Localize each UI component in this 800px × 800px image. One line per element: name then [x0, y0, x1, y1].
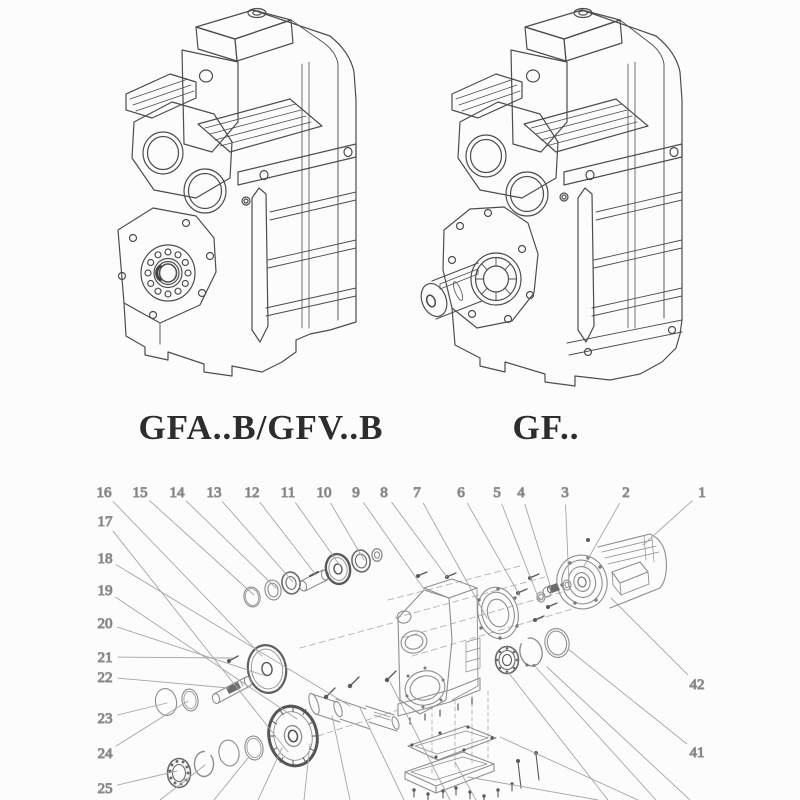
third-stage-assembly [168, 702, 323, 788]
oil-pan-cover [405, 752, 494, 793]
callout-14: 14 [169, 485, 185, 501]
leader-line-20 [117, 627, 266, 676]
callout-6: 6 [457, 485, 465, 501]
side-rib-bands [592, 192, 682, 316]
leader-line-22 [118, 678, 229, 688]
callout-10: 10 [316, 485, 332, 501]
leader-line-24 [116, 701, 188, 746]
input-flange-ring [472, 583, 523, 643]
model-label-right: GF.. [512, 408, 580, 447]
second-stage-assembly [153, 642, 290, 717]
callout-15: 15 [132, 485, 148, 501]
callout-5: 5 [493, 485, 501, 501]
model-label-left: GFA..B/GFV..B [138, 408, 384, 447]
upper-bore-boss [458, 102, 558, 216]
callout-13: 13 [206, 485, 222, 501]
callout-3: 3 [561, 485, 569, 501]
callout-4: 4 [517, 485, 525, 501]
callout-2: 2 [622, 485, 630, 501]
top-plate [525, 10, 622, 61]
mid-slope-fins [198, 99, 322, 152]
callout-7: 7 [413, 485, 421, 501]
callout-17: 17 [97, 514, 113, 530]
exploded-parts-diagram [97, 485, 706, 800]
cutoff-leader-2 [214, 758, 248, 800]
callout-16: 16 [96, 485, 112, 501]
cutoff-leader-13 [547, 667, 690, 800]
callout-42: 42 [689, 677, 705, 693]
leader-line-5 [502, 504, 540, 602]
output-shaft [417, 263, 482, 320]
cutoff-leader-1 [160, 765, 205, 800]
output-bearing-plate [443, 207, 538, 328]
leader-line-42 [611, 598, 688, 675]
input-bearing [496, 647, 519, 674]
callout-12: 12 [244, 485, 260, 501]
leader-line-8 [392, 502, 447, 577]
leader-line-21 [118, 657, 233, 658]
upper-bore-boss [132, 102, 250, 213]
callout-20: 20 [97, 616, 113, 632]
terminal-box [612, 562, 649, 595]
leader-line-23 [118, 703, 167, 715]
pan-bolts [412, 751, 539, 800]
side-rib-bands [266, 192, 356, 316]
leader-line-1 [643, 501, 692, 545]
cutoff-leader-12 [533, 664, 656, 800]
leader-line-10 [331, 503, 364, 560]
housing-flange-studs [410, 698, 472, 724]
callout-24: 24 [97, 746, 113, 762]
front-pillar-rib [560, 188, 594, 342]
base-feet [124, 303, 356, 376]
left-wing-fins [126, 74, 196, 118]
leader-line-15 [150, 501, 254, 595]
cutoff-leader-10 [468, 777, 598, 800]
cutoff-leader-9 [500, 737, 638, 800]
callout-18: 18 [97, 551, 113, 567]
callout-21: 21 [97, 650, 113, 666]
assembly-axis-dashed-lines [300, 566, 576, 776]
cutoff-leader-4 [304, 744, 310, 800]
circlip-and-seal-rings [517, 626, 571, 668]
callout-19: 19 [97, 583, 113, 599]
eyebolt-icon [586, 538, 590, 542]
top-plate [196, 10, 293, 61]
mid-slope-fins [524, 99, 648, 152]
gear-housing-drawing [396, 579, 480, 724]
callout-8: 8 [380, 485, 388, 501]
callout-23: 23 [97, 711, 113, 727]
callout-1: 1 [698, 485, 706, 501]
callout-25: 25 [97, 781, 113, 797]
callout-11: 11 [280, 485, 296, 501]
callout-22: 22 [97, 670, 113, 686]
base-feet [452, 308, 682, 386]
leader-line-4 [525, 504, 551, 588]
cutoff-leader-6 [360, 708, 404, 800]
cutoff-leader-lines [160, 664, 690, 800]
leader-line-9 [363, 503, 424, 589]
callout-9: 9 [352, 485, 360, 501]
housing-top-bolts [416, 572, 456, 579]
front-pillar-rib [252, 188, 268, 342]
leader-line-41 [568, 649, 687, 744]
leader-line-17 [113, 531, 288, 752]
leader-line-6 [467, 503, 520, 596]
leader-line-3 [566, 505, 569, 584]
leader-line-12 [260, 502, 316, 575]
gearbox-drawing-gf [417, 9, 682, 387]
hollow-shaft-bearing-boss [118, 208, 216, 323]
callout-41: 41 [689, 745, 705, 761]
gearbox-drawing-gfab-gfvb [118, 9, 356, 377]
output-shaft-assembly [307, 671, 401, 731]
leader-line-2 [584, 503, 620, 566]
input-shaft-assembly [242, 548, 382, 608]
cutoff-leader-8 [455, 762, 476, 800]
